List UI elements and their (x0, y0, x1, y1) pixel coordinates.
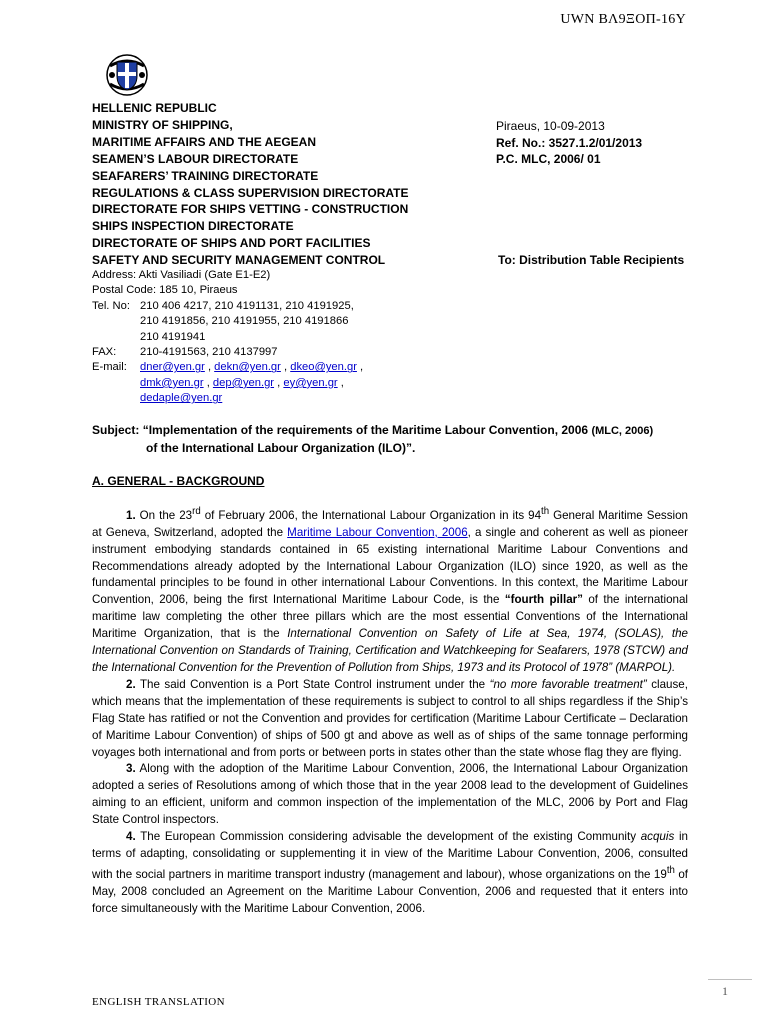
subject-label: Subject: (92, 423, 140, 437)
paragraph-number: 4. (126, 830, 136, 844)
issuer-header (92, 100, 452, 269)
superscript: th (541, 506, 550, 517)
fax-row (92, 345, 363, 360)
subject-line-1 (92, 422, 712, 440)
paragraph-number: 2. (126, 677, 136, 691)
italic-run: acquis (640, 830, 675, 844)
email-link[interactable]: dekn@yen.gr (214, 361, 281, 374)
header-line: MINISTRY OF SHIPPING, (92, 117, 233, 132)
text-run: in terms of adapting, consolidating or supplementing it in view of the Maritime Labour Convention, 2006, consulted with the social partners in maritime transport industry (management and labour), whose organizations on the 19 (92, 830, 689, 881)
text-run: The said Convention is a Port State Control instrument under the (135, 677, 490, 691)
postal-line: Postal Code: 185 10, Piraeus (92, 284, 238, 297)
text-run: Along with the adoption of the Maritime Labour Convention, 2006, the International Labour Organization adopted a series of Resolutions among of which those that in the year 2008 lead to the development of Guidelines aiming to an efficient, uniform and common inspection of the implementation of the MLC, 2006 by Port and Flag State Control inspectors. (92, 762, 688, 827)
separator: , (203, 376, 213, 389)
bold-run: “fourth pillar” (504, 593, 583, 607)
separator: , (204, 361, 215, 374)
email-link[interactable]: dner@yen.gr (140, 361, 205, 374)
email-link[interactable]: dedaple@yen.gr (140, 392, 223, 405)
paragraph-2 (92, 677, 688, 762)
text-run: of February 2006, the International Labour Organization in its 94 (200, 508, 542, 522)
header-line: DIRECTORATE FOR SHIPS VETTING - CONSTRUCTION (92, 202, 409, 217)
italic-run: International Convention on Safety of Life at Sea, 1974, (SOLAS), the International Convention on Standards of Training, Certification and Watchkeeping for Seafarers, 1978 (STCW) and the International Convention for the Prevention of Pollution from Ships, 1973 and its Protocol of 1978” (MARPOL). (92, 627, 688, 675)
superscript: th (666, 864, 675, 876)
tel-row (92, 299, 363, 314)
paragraph-4 (92, 829, 688, 917)
header-line: MARITIME AFFAIRS AND THE AEGEAN (92, 134, 316, 149)
tel-numbers: 210 4191941 (140, 330, 206, 343)
contact-block (92, 268, 363, 407)
mlc-link[interactable]: Maritime Labour Convention, 2006 (287, 525, 468, 539)
email-row (92, 391, 363, 406)
text-run: of May, 2008 concluded an Agreement on the Maritime Labour Convention, 2006 and requested that it enters into force simultaneously with the Maritime Labour Convention, 2006. (92, 867, 689, 915)
text-run: of the international maritime law completing the other three pillars which are the most essential Conventions of the International Maritime Organization, that is the (92, 593, 688, 641)
email-link[interactable]: ey@yen.gr (283, 376, 338, 389)
tel-numbers: 210 4191856, 210 4191955, 210 4191866 (140, 315, 349, 328)
paragraph-1 (92, 504, 688, 677)
ref-number: Ref. No.: 3527.1.2/01/2013 (496, 135, 643, 150)
separator: , (356, 361, 364, 374)
subject-abbrev: (MLC, 2006) (591, 425, 654, 437)
reference-block (496, 118, 642, 168)
header-line: SEAMEN’S LABOUR DIRECTORATE (92, 151, 299, 166)
text-run: The European Commission considering advisable the development of the existing Community (135, 830, 641, 844)
section-title: A. GENERAL - BACKGROUND (92, 474, 265, 488)
email-link[interactable]: dep@yen.gr (212, 376, 275, 389)
email-link[interactable]: dmk@yen.gr (140, 376, 204, 389)
paragraph-number: 1. (126, 508, 136, 522)
header-line: REGULATIONS & CLASS SUPERVISION DIRECTORATE (92, 185, 409, 200)
email-label: E-mail: (92, 361, 127, 374)
separator: , (274, 376, 284, 389)
recipients-line: To: Distribution Table Recipients (498, 253, 685, 267)
text-run: On the 23 (135, 508, 193, 522)
text-run: , a single and coherent as well as pioneer instrument embodying standards contained in 65 existing international Maritime Labour Conventions and Recommendations already adopted by the International Labour Organization (ILO) since 1920, as well as the fundamental principles to be found in other international Labour Conventions. In this context, the Maritime Labour Convention, 2006, being the first International Maritime Labour Code, is the (92, 525, 688, 607)
tel-numbers: 210 406 4217, 210 4191131, 210 4191925, (140, 299, 354, 312)
paragraph-number: 3. (126, 762, 136, 776)
text-run: General Maritime Session at Geneva, Switzerland, adopted the (92, 508, 688, 539)
italic-run: “no more favorable treatment” (489, 677, 647, 691)
footer-label: ENGLISH TRANSLATION (92, 996, 225, 1008)
subject-line-2: of the International Labour Organization (ILO)”. (146, 441, 416, 455)
separator: , (280, 361, 291, 374)
protocol-code: P.C. MLC, 2006/ 01 (496, 152, 601, 166)
header-line: SEAFARERS’ TRAINING DIRECTORATE (92, 168, 319, 183)
address-line: Address: Akti Vasiliadi (Gate E1-E2) (92, 269, 271, 281)
separator: , (337, 376, 344, 389)
text-run: clause, which means that the implementation of these requirements is subject to control to all ships regardless if the Ship’s Flag State has ratified or not the Convention and provides for certification (Maritime Labour Certificate – Declaration of Maritime Labour Convention) of ships of 500 gt and above as well as of ships of the same tonnage performing voyages both international and from ports or between ports in states other than the state whose flag they are flying. (92, 677, 688, 759)
paragraph-3 (92, 761, 688, 829)
email-row (92, 376, 363, 391)
email-row (92, 360, 363, 375)
superscript: rd (192, 506, 201, 517)
subject-title: “Implementation of the requirements of the Maritime Labour Convention, 2006 (142, 423, 589, 437)
tel-label: Tel. No: (92, 299, 130, 312)
header-line: SAFETY AND SECURITY MANAGEMENT CONTROL (92, 253, 386, 268)
fax-numbers: 210-4191563, 210 4137997 (140, 346, 278, 359)
footer-rule (708, 979, 752, 980)
page-number: 1 (722, 984, 728, 998)
header-line: SHIPS INSPECTION DIRECTORATE (92, 219, 294, 234)
document-code: UWN ΒΛ9ΞΟΠ-16Υ (560, 12, 686, 27)
subject-block (92, 422, 712, 457)
header-line: HELLENIC REPUBLIC (92, 101, 217, 115)
fax-label: FAX: (92, 346, 117, 359)
date-line: Piraeus, 10-09-2013 (496, 119, 605, 133)
document-body (92, 504, 688, 917)
greek-coat-of-arms-icon (106, 54, 148, 96)
email-link[interactable]: dkeo@yen.gr (290, 361, 357, 374)
header-line: DIRECTORATE OF SHIPS AND PORT FACILITIES (92, 236, 371, 251)
